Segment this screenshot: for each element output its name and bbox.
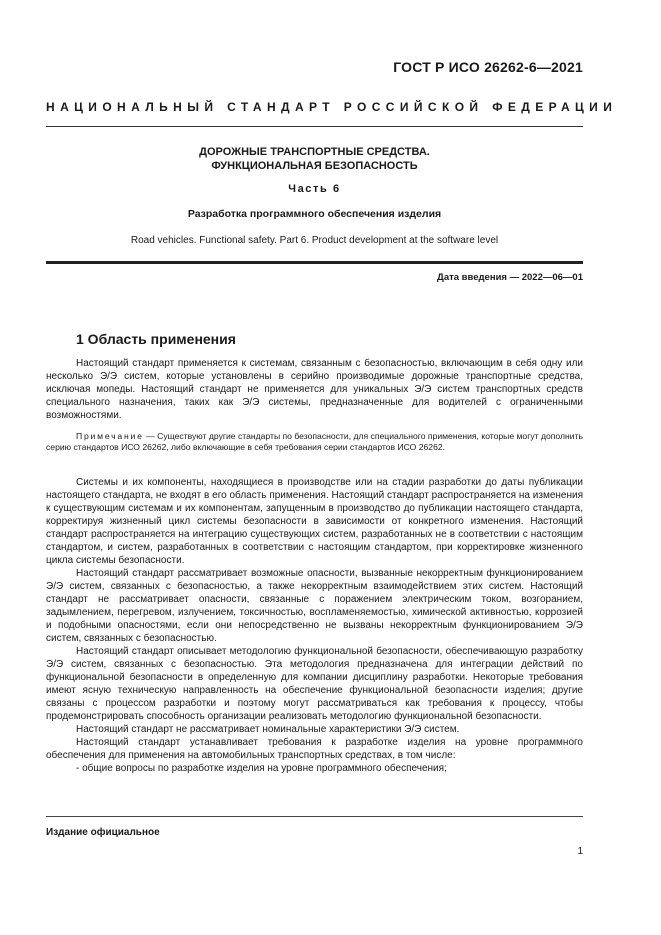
part-label: Часть 6: [288, 183, 341, 195]
document-subtitle: Разработка программного обеспечения изделия: [187, 208, 442, 220]
footer-divider: [46, 816, 583, 817]
national-standard-banner: НАЦИОНАЛЬНЫЙ СТАНДАРТ РОССИЙСКОЙ ФЕДЕРАЦИИ: [46, 100, 618, 114]
paragraph: Настоящий стандарт описывает методологию функциональной безопасности, обеспечивающую разработку Э/Э систем, связанных с безопасностью. Эта методология предназначена для интеграции действий по функциональной безопасности в определенную для компании дисциплину разработки. Некоторые требования имеют ясную техническую направленность на обеспечение функциональной безопасности изделия; другие связаны с процессом разработки и поэтому могут рассматриваться как требования к процессу, чтобы продемонстрировать способность организации реализовать методологию функциональной безопасности.: [46, 646, 583, 722]
scope-body: [46, 476, 583, 775]
english-title: Road vehicles. Functional safety. Part 6. Product development at the software level: [130, 235, 499, 246]
list-item: - общие вопросы по разработке изделия на уровне программного обеспечения;: [76, 763, 447, 774]
scope-paragraph-1: [46, 357, 583, 422]
title-divider: [46, 261, 583, 264]
page-number: 1: [577, 846, 583, 857]
paragraph: Настоящий стандарт устанавливает требования к разработке изделия на уровне программного обеспечения для применения на автомобильных транспортных средствах, в том числе:: [46, 737, 583, 761]
title-line-1: ДОРОЖНЫЕ ТРАНСПОРТНЫЕ СРЕДСТВА.: [199, 146, 430, 158]
title-line-2: ФУНКЦИОНАЛЬНАЯ БЕЗОПАСНОСТЬ: [211, 160, 418, 172]
paragraph: Настоящий стандарт рассматривает возможные опасности, вызванные некорректным функционированием Э/Э систем, связанных с безопасностью, а также некорректным взаимодействием этих систем. Настоящий стандарт не рассматривает опасности, связанные с поражением электрическим током, возгоранием, задымлением, перегревом, излучением, токсичностью, воспламеняемостью, химической активностью, коррозией и подобными опасностями, если они непосредственно не вызваны некорректным функционированием Э/Э систем, связанных с безопасностью.: [46, 568, 583, 644]
introduction-date: Дата введения — 2022—06—01: [437, 272, 583, 283]
note-block: [46, 431, 583, 453]
standard-code: ГОСТ Р ИСО 26262-6—2021: [393, 59, 583, 75]
official-edition-label: Издание официальное: [46, 827, 160, 838]
note-paragraph: [46, 431, 583, 453]
note-text: — Существуют другие стандарты по безопасности, для специального применения, которые могут дополнить серию стандартов ИСО 26262, либо включающие в себя требования серии стандартов ИСО 26262.: [46, 431, 583, 452]
document-title: [46, 145, 583, 173]
paragraph: Настоящий стандарт не рассматривает номинальные характеристики Э/Э систем.: [76, 724, 460, 735]
note-label: Примечание: [76, 431, 144, 441]
paragraph: Системы и их компоненты, находящиеся в производстве или на стадии разработки до даты публикации настоящего стандарта, не входят в его область применения. Настоящий стандарт распространяется на изменения к существующим системам и их компонентам, запущенным в производство до публикации настоящего стандарта, корректируя жизненный цикл системы безопасности в зависимости от конкретного изменения. Настоящий стандарт распространяется на интеграцию существующих систем, разработанных не в соответствии с настоящим стандартом, и систем, разработанных в соответствии с настоящим стандартом, при корректировке жизненного цикла системы безопасности.: [46, 477, 583, 566]
section-heading: 1 Область применения: [76, 331, 236, 347]
header-divider: [46, 126, 583, 127]
paragraph: Настоящий стандарт применяется к системам, связанным с безопасностью, включающим в себя одну или несколько Э/Э систем, которые установлены в серийно производимые дорожные транспортные средства, исключая мопеды. Настоящий стандарт не применяется для уникальных Э/Э систем транспортных средств специального назначения, таких как Э/Э системы, предназначенные для водителей с ограниченными возможностями.: [46, 358, 583, 421]
